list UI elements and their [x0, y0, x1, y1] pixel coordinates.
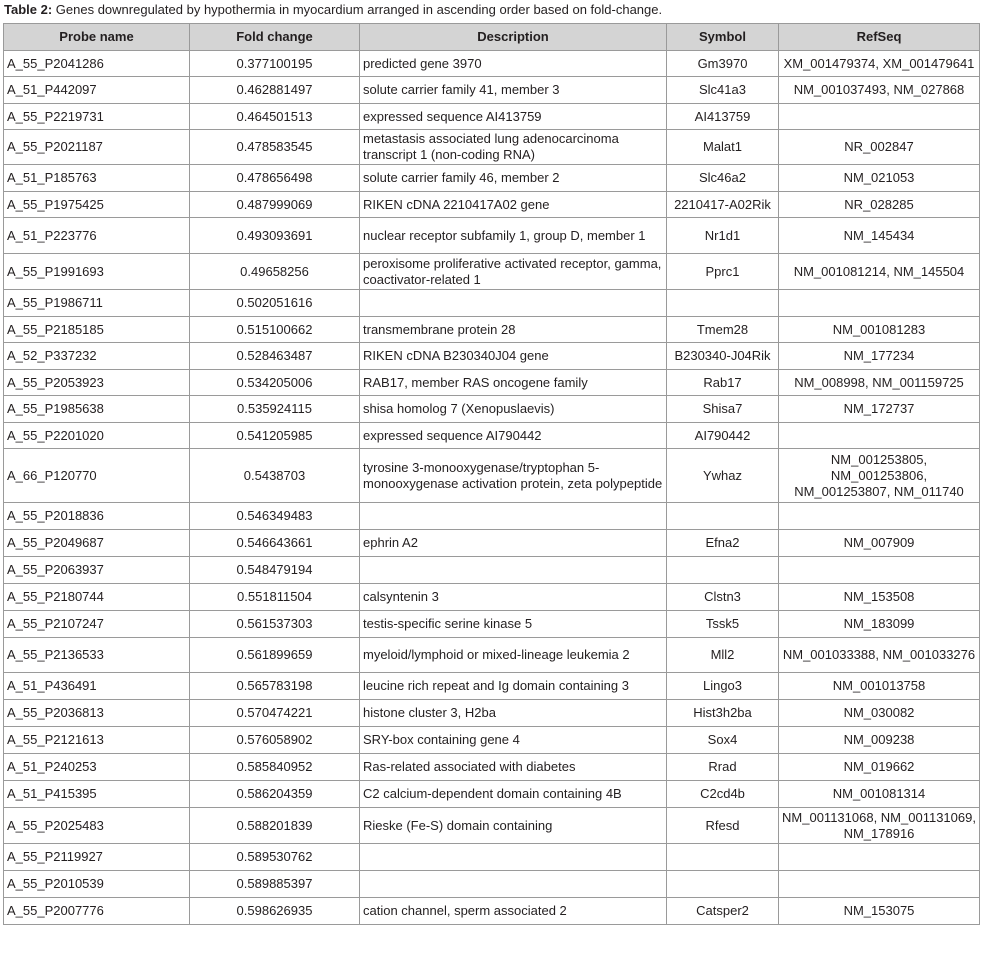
description-cell: Ras-related associated with diabetes — [360, 754, 667, 781]
fold-change-cell: 0.585840952 — [190, 754, 360, 781]
fold-change-cell: 0.377100195 — [190, 51, 360, 77]
fold-change-cell: 0.551811504 — [190, 584, 360, 611]
table-caption — [0, 0, 982, 18]
table-row — [4, 423, 980, 449]
description-cell: RIKEN cDNA B230340J04 gene — [360, 343, 667, 370]
symbol-cell: Sox4 — [667, 727, 779, 754]
symbol-cell — [667, 503, 779, 530]
fold-change-cell: 0.535924115 — [190, 396, 360, 423]
symbol-cell: C2cd4b — [667, 781, 779, 808]
column-header-description: Description — [360, 24, 667, 51]
fold-change-cell: 0.586204359 — [190, 781, 360, 808]
probe-name-cell: A_55_P2021187 — [4, 130, 190, 165]
fold-change-cell: 0.534205006 — [190, 370, 360, 396]
table-caption-text: Genes downregulated by hypothermia in myocardium arranged in ascending order based on fold-change. — [52, 2, 663, 17]
probe-name-cell: A_55_P2063937 — [4, 557, 190, 584]
fold-change-cell: 0.546349483 — [190, 503, 360, 530]
probe-name-cell: A_55_P2025483 — [4, 808, 190, 844]
refseq-cell: NM_019662 — [779, 754, 980, 781]
refseq-cell: NM_009238 — [779, 727, 980, 754]
refseq-cell — [779, 423, 980, 449]
description-cell: metastasis associated lung adenocarcinoma transcript 1 (non-coding RNA) — [360, 130, 667, 165]
probe-name-cell: A_55_P2201020 — [4, 423, 190, 449]
description-cell: solute carrier family 46, member 2 — [360, 165, 667, 192]
symbol-cell — [667, 290, 779, 317]
column-header-probe-name: Probe name — [4, 24, 190, 51]
table-caption-label: Table 2: — [4, 2, 53, 17]
fold-change-cell: 0.515100662 — [190, 317, 360, 343]
symbol-cell: Pprc1 — [667, 254, 779, 290]
description-cell: cation channel, sperm associated 2 — [360, 898, 667, 925]
symbol-cell: Gm3970 — [667, 51, 779, 77]
table-row — [4, 754, 980, 781]
description-cell — [360, 557, 667, 584]
symbol-cell: Malat1 — [667, 130, 779, 165]
table-row — [4, 808, 980, 844]
table-row — [4, 557, 980, 584]
description-cell: histone cluster 3, H2ba — [360, 700, 667, 727]
symbol-cell: Tmem28 — [667, 317, 779, 343]
description-cell: predicted gene 3970 — [360, 51, 667, 77]
fold-change-cell: 0.5438703 — [190, 449, 360, 503]
table-row — [4, 218, 980, 254]
symbol-cell: 2210417-A02Rik — [667, 192, 779, 218]
fold-change-cell: 0.49658256 — [190, 254, 360, 290]
fold-change-cell: 0.589885397 — [190, 871, 360, 898]
fold-change-cell: 0.464501513 — [190, 104, 360, 130]
refseq-cell: NM_183099 — [779, 611, 980, 638]
description-cell: leucine rich repeat and Ig domain containing 3 — [360, 673, 667, 700]
table-row — [4, 871, 980, 898]
probe-name-cell: A_55_P2049687 — [4, 530, 190, 557]
table-header-row — [4, 24, 980, 51]
symbol-cell: Efna2 — [667, 530, 779, 557]
fold-change-cell: 0.570474221 — [190, 700, 360, 727]
refseq-cell: NM_021053 — [779, 165, 980, 192]
fold-change-cell: 0.576058902 — [190, 727, 360, 754]
symbol-cell: Nr1d1 — [667, 218, 779, 254]
description-cell: solute carrier family 41, member 3 — [360, 77, 667, 104]
symbol-cell: Clstn3 — [667, 584, 779, 611]
symbol-cell: Rfesd — [667, 808, 779, 844]
table-row — [4, 370, 980, 396]
description-cell: nuclear receptor subfamily 1, group D, member 1 — [360, 218, 667, 254]
fold-change-cell: 0.589530762 — [190, 844, 360, 871]
probe-name-cell: A_55_P2007776 — [4, 898, 190, 925]
refseq-cell — [779, 104, 980, 130]
probe-name-cell: A_66_P120770 — [4, 449, 190, 503]
refseq-cell: NM_001081283 — [779, 317, 980, 343]
column-header-symbol: Symbol — [667, 24, 779, 51]
refseq-cell: NM_001081214, NM_145504 — [779, 254, 980, 290]
column-header-fold-change: Fold change — [190, 24, 360, 51]
table-row — [4, 844, 980, 871]
fold-change-cell: 0.546643661 — [190, 530, 360, 557]
table-row — [4, 611, 980, 638]
fold-change-cell: 0.478656498 — [190, 165, 360, 192]
symbol-cell: Ywhaz — [667, 449, 779, 503]
table-row — [4, 130, 980, 165]
refseq-cell: NM_001037493, NM_027868 — [779, 77, 980, 104]
table-row — [4, 530, 980, 557]
refseq-cell: NM_172737 — [779, 396, 980, 423]
gene-table — [3, 23, 980, 925]
description-cell: transmembrane protein 28 — [360, 317, 667, 343]
refseq-cell: NM_030082 — [779, 700, 980, 727]
description-cell: ephrin A2 — [360, 530, 667, 557]
description-cell — [360, 871, 667, 898]
table-row — [4, 104, 980, 130]
description-cell: testis-specific serine kinase 5 — [360, 611, 667, 638]
symbol-cell: Rab17 — [667, 370, 779, 396]
description-cell: shisa homolog 7 (Xenopuslaevis) — [360, 396, 667, 423]
table-row — [4, 727, 980, 754]
probe-name-cell: A_51_P185763 — [4, 165, 190, 192]
table-row — [4, 638, 980, 673]
refseq-cell: NM_001033388, NM_001033276 — [779, 638, 980, 673]
table-row — [4, 396, 980, 423]
probe-name-cell: A_55_P2121613 — [4, 727, 190, 754]
probe-name-cell: A_55_P2053923 — [4, 370, 190, 396]
refseq-cell: NM_153508 — [779, 584, 980, 611]
fold-change-cell: 0.528463487 — [190, 343, 360, 370]
table-row — [4, 584, 980, 611]
table-row — [4, 290, 980, 317]
symbol-cell: Slc41a3 — [667, 77, 779, 104]
symbol-cell: AI790442 — [667, 423, 779, 449]
refseq-cell — [779, 503, 980, 530]
probe-name-cell: A_55_P2107247 — [4, 611, 190, 638]
symbol-cell: Lingo3 — [667, 673, 779, 700]
symbol-cell: Tssk5 — [667, 611, 779, 638]
probe-name-cell: A_55_P2136533 — [4, 638, 190, 673]
symbol-cell — [667, 871, 779, 898]
probe-name-cell: A_55_P1975425 — [4, 192, 190, 218]
symbol-cell — [667, 844, 779, 871]
table-row — [4, 673, 980, 700]
table-row — [4, 165, 980, 192]
description-cell: myeloid/lymphoid or mixed-lineage leukemia 2 — [360, 638, 667, 673]
fold-change-cell: 0.565783198 — [190, 673, 360, 700]
description-cell: C2 calcium-dependent domain containing 4B — [360, 781, 667, 808]
probe-name-cell: A_55_P2219731 — [4, 104, 190, 130]
description-cell: Rieske (Fe-S) domain containing — [360, 808, 667, 844]
description-cell: expressed sequence AI413759 — [360, 104, 667, 130]
description-cell — [360, 844, 667, 871]
probe-name-cell: A_52_P337232 — [4, 343, 190, 370]
symbol-cell: Shisa7 — [667, 396, 779, 423]
description-cell: calsyntenin 3 — [360, 584, 667, 611]
table-row — [4, 449, 980, 503]
symbol-cell: Hist3h2ba — [667, 700, 779, 727]
refseq-cell: NM_001131068, NM_001131069, NM_178916 — [779, 808, 980, 844]
symbol-cell: Mll2 — [667, 638, 779, 673]
probe-name-cell: A_51_P415395 — [4, 781, 190, 808]
probe-name-cell: A_55_P1985638 — [4, 396, 190, 423]
refseq-cell: NM_007909 — [779, 530, 980, 557]
table-row — [4, 77, 980, 104]
refseq-cell: NM_153075 — [779, 898, 980, 925]
refseq-cell: XM_001479374, XM_001479641 — [779, 51, 980, 77]
table-row — [4, 51, 980, 77]
fold-change-cell: 0.502051616 — [190, 290, 360, 317]
description-cell: tyrosine 3-monooxygenase/tryptophan 5-monooxygenase activation protein, zeta polypeptide — [360, 449, 667, 503]
probe-name-cell: A_51_P436491 — [4, 673, 190, 700]
fold-change-cell: 0.487999069 — [190, 192, 360, 218]
probe-name-cell: A_55_P2010539 — [4, 871, 190, 898]
symbol-cell: AI413759 — [667, 104, 779, 130]
symbol-cell: Rrad — [667, 754, 779, 781]
refseq-cell — [779, 871, 980, 898]
probe-name-cell: A_55_P2185185 — [4, 317, 190, 343]
refseq-cell: NM_177234 — [779, 343, 980, 370]
probe-name-cell: A_55_P2041286 — [4, 51, 190, 77]
table-row — [4, 317, 980, 343]
symbol-cell: Catsper2 — [667, 898, 779, 925]
fold-change-cell: 0.588201839 — [190, 808, 360, 844]
table-row — [4, 503, 980, 530]
symbol-cell — [667, 557, 779, 584]
probe-name-cell: A_55_P1991693 — [4, 254, 190, 290]
probe-name-cell: A_51_P240253 — [4, 754, 190, 781]
probe-name-cell: A_55_P2180744 — [4, 584, 190, 611]
table-row — [4, 898, 980, 925]
table-row — [4, 781, 980, 808]
description-cell — [360, 290, 667, 317]
table-row — [4, 700, 980, 727]
column-header-refseq: RefSeq — [779, 24, 980, 51]
fold-change-cell: 0.493093691 — [190, 218, 360, 254]
fold-change-cell: 0.478583545 — [190, 130, 360, 165]
table-row — [4, 254, 980, 290]
fold-change-cell: 0.541205985 — [190, 423, 360, 449]
refseq-cell: NM_145434 — [779, 218, 980, 254]
refseq-cell: NM_001081314 — [779, 781, 980, 808]
refseq-cell: NR_002847 — [779, 130, 980, 165]
refseq-cell: NR_028285 — [779, 192, 980, 218]
probe-name-cell: A_51_P442097 — [4, 77, 190, 104]
fold-change-cell: 0.462881497 — [190, 77, 360, 104]
description-cell: RAB17, member RAS oncogene family — [360, 370, 667, 396]
description-cell: peroxisome proliferative activated receptor, gamma, coactivator-related 1 — [360, 254, 667, 290]
refseq-cell — [779, 557, 980, 584]
symbol-cell: B230340-J04Rik — [667, 343, 779, 370]
description-cell: SRY-box containing gene 4 — [360, 727, 667, 754]
refseq-cell: NM_001253805, NM_001253806, NM_001253807, NM_011740 — [779, 449, 980, 503]
fold-change-cell: 0.561537303 — [190, 611, 360, 638]
description-cell: RIKEN cDNA 2210417A02 gene — [360, 192, 667, 218]
refseq-cell — [779, 844, 980, 871]
description-cell — [360, 503, 667, 530]
table-row — [4, 192, 980, 218]
probe-name-cell: A_55_P1986711 — [4, 290, 190, 317]
fold-change-cell: 0.548479194 — [190, 557, 360, 584]
probe-name-cell: A_55_P2119927 — [4, 844, 190, 871]
refseq-cell — [779, 290, 980, 317]
refseq-cell: NM_008998, NM_001159725 — [779, 370, 980, 396]
probe-name-cell: A_55_P2018836 — [4, 503, 190, 530]
fold-change-cell: 0.598626935 — [190, 898, 360, 925]
refseq-cell: NM_001013758 — [779, 673, 980, 700]
description-cell: expressed sequence AI790442 — [360, 423, 667, 449]
table-row — [4, 343, 980, 370]
probe-name-cell: A_51_P223776 — [4, 218, 190, 254]
fold-change-cell: 0.561899659 — [190, 638, 360, 673]
symbol-cell: Slc46a2 — [667, 165, 779, 192]
probe-name-cell: A_55_P2036813 — [4, 700, 190, 727]
table-body — [4, 51, 980, 925]
